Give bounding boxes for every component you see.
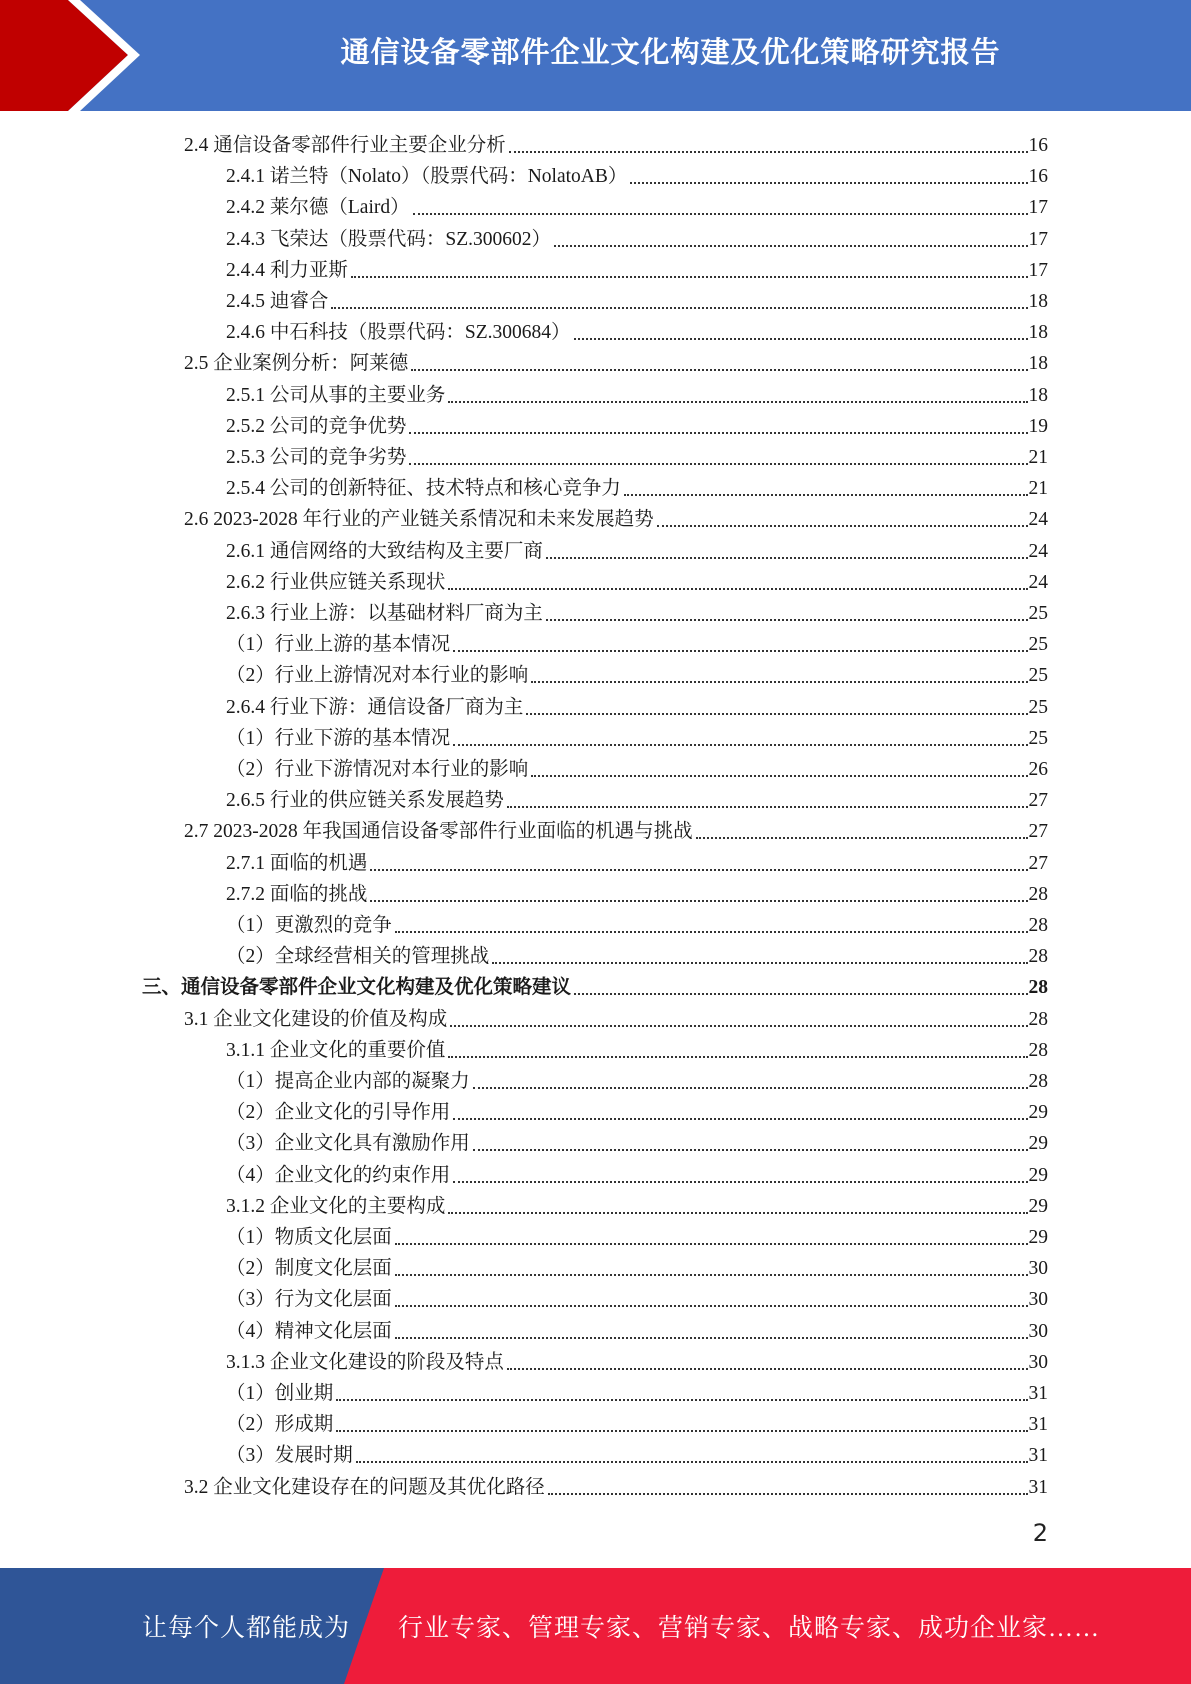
toc-dot-leader xyxy=(395,931,1028,933)
toc-entry-title: 2.5 企业案例分析：阿莱德 xyxy=(184,353,409,374)
toc-entry[interactable] xyxy=(226,689,1048,720)
toc-entry[interactable] xyxy=(226,1032,1048,1063)
toc-entry-title: 2.7.1 面临的机遇 xyxy=(226,853,368,874)
toc-entry-page: 31 xyxy=(1028,1383,1048,1404)
toc-entry-page: 25 xyxy=(1028,634,1048,655)
toc-dot-leader xyxy=(336,1430,1027,1432)
toc-dot-leader xyxy=(453,1118,1027,1120)
toc-entry[interactable] xyxy=(184,813,1048,844)
toc-entry-title: 2.4.1 诺兰特（Nolato）（股票代码：NolatoAB） xyxy=(226,166,628,187)
toc-entry-page: 26 xyxy=(1028,759,1048,780)
toc-entry[interactable] xyxy=(226,1406,1048,1437)
toc-entry-title: （1）创业期 xyxy=(226,1383,334,1404)
toc-entry[interactable] xyxy=(226,533,1048,564)
toc-dot-leader xyxy=(395,1243,1028,1245)
toc-dot-leader xyxy=(507,1368,1028,1370)
toc-entry[interactable] xyxy=(226,1313,1048,1344)
toc-entry-page: 17 xyxy=(1028,197,1048,218)
toc-entry-title: （3）企业文化具有激励作用 xyxy=(226,1133,470,1154)
toc-entry-page: 29 xyxy=(1028,1227,1048,1248)
toc-entry[interactable] xyxy=(184,1469,1048,1500)
toc-entry[interactable] xyxy=(226,564,1048,595)
toc-dot-leader xyxy=(548,1493,1028,1495)
toc-entry[interactable] xyxy=(226,782,1048,813)
toc-entry-page: 31 xyxy=(1028,1477,1048,1498)
toc-entry[interactable] xyxy=(226,626,1048,657)
toc-entry-page: 24 xyxy=(1028,541,1048,562)
toc-entry-title: 2.5.2 公司的竞争优势 xyxy=(226,416,407,437)
toc-dot-leader xyxy=(411,369,1027,371)
toc-dot-leader xyxy=(331,307,1027,309)
toc-entry-page: 29 xyxy=(1028,1196,1048,1217)
toc-entry-page: 16 xyxy=(1028,135,1048,156)
toc-entry[interactable] xyxy=(226,751,1048,782)
toc-entry-page: 28 xyxy=(1028,1071,1048,1092)
toc-entry-title: （1）行业下游的基本情况 xyxy=(226,728,451,749)
toc-entry-title: （1）提高企业内部的凝聚力 xyxy=(226,1071,470,1092)
toc-entry[interactable] xyxy=(226,595,1048,626)
toc-dot-leader xyxy=(453,650,1027,652)
toc-entry-page: 21 xyxy=(1028,447,1048,468)
toc-entry-title: 2.7.2 面临的挑战 xyxy=(226,884,368,905)
toc-entry-page: 25 xyxy=(1028,665,1048,686)
toc-dot-leader xyxy=(409,463,1027,465)
toc-entry-page: 28 xyxy=(1028,884,1048,905)
toc-entry-title: 3.1 企业文化建设的价值及构成 xyxy=(184,1009,448,1030)
toc-dot-leader xyxy=(526,713,1027,715)
toc-entry-page: 28 xyxy=(1028,1040,1048,1061)
toc-entry-page: 27 xyxy=(1028,821,1048,842)
toc-entry-title: （2）制度文化层面 xyxy=(226,1258,392,1279)
toc-entry-title: 2.4.4 利力亚斯 xyxy=(226,260,348,281)
toc-entry-title: 2.5.3 公司的竞争劣势 xyxy=(226,447,407,468)
toc-entry-title: （2）行业下游情况对本行业的影响 xyxy=(226,759,529,780)
toc-entry[interactable] xyxy=(226,189,1048,220)
toc-entry-page: 27 xyxy=(1028,790,1048,811)
toc-dot-leader xyxy=(395,1337,1028,1339)
toc-dot-leader xyxy=(473,1087,1028,1089)
toc-dot-leader xyxy=(531,775,1027,777)
toc-entry-page: 27 xyxy=(1028,853,1048,874)
toc-entry[interactable] xyxy=(226,1219,1048,1250)
toc-entry-page: 30 xyxy=(1028,1289,1048,1310)
toc-entry-title: 2.6.3 行业上游：以基础材料厂商为主 xyxy=(226,603,543,624)
footer-slogan-right: 行业专家、管理专家、营销专家、战略专家、成功企业家…… xyxy=(398,1615,1101,1642)
toc-entry-title: 2.5.1 公司从事的主要业务 xyxy=(226,385,446,406)
toc-entry-page: 28 xyxy=(1028,946,1048,967)
toc-entry-page: 25 xyxy=(1028,728,1048,749)
toc-entry-page: 30 xyxy=(1028,1321,1048,1342)
footer-banner xyxy=(0,1568,1191,1684)
toc-entry[interactable] xyxy=(226,938,1048,969)
toc-dot-leader xyxy=(448,401,1027,403)
toc-dot-leader xyxy=(546,619,1028,621)
toc-entry[interactable] xyxy=(226,1344,1048,1375)
toc-entry[interactable] xyxy=(226,657,1048,688)
toc-entry-title: 2.4 通信设备零部件行业主要企业分析 xyxy=(184,135,506,156)
toc-entry-title: 3.1.3 企业文化建设的阶段及特点 xyxy=(226,1352,504,1373)
report-title: 通信设备零部件企业文化构建及优化策略研究报告 xyxy=(340,34,1001,69)
toc-entry-title: （1）行业上游的基本情况 xyxy=(226,634,451,655)
toc-entry-page: 25 xyxy=(1028,697,1048,718)
toc-entry[interactable] xyxy=(226,1437,1048,1468)
toc-entry-page: 29 xyxy=(1028,1165,1048,1186)
toc-dot-leader xyxy=(574,338,1028,340)
toc-dot-leader xyxy=(413,213,1028,215)
toc-entry[interactable] xyxy=(184,127,1048,158)
toc-dot-leader xyxy=(531,681,1027,683)
toc-dot-leader xyxy=(395,1274,1028,1276)
toc-entry[interactable] xyxy=(226,907,1048,938)
toc-entry-page: 16 xyxy=(1028,166,1048,187)
toc-entry-page: 28 xyxy=(1028,977,1048,998)
toc-entry-title: （1）更激烈的竞争 xyxy=(226,915,392,936)
toc-entry-page: 29 xyxy=(1028,1102,1048,1123)
toc-entry[interactable] xyxy=(226,283,1048,314)
toc-dot-leader xyxy=(492,962,1027,964)
toc-entry[interactable] xyxy=(226,1188,1048,1219)
toc-entry-title: 2.4.3 飞荣达（股票代码：SZ.300602） xyxy=(226,229,552,250)
toc-dot-leader xyxy=(507,806,1028,808)
toc-dot-leader xyxy=(473,1149,1028,1151)
toc-entry-title: （2）形成期 xyxy=(226,1414,334,1435)
toc-entry[interactable] xyxy=(226,221,1048,252)
toc-dot-leader xyxy=(450,1025,1027,1027)
toc-entry-title: 2.6.4 行业下游：通信设备厂商为主 xyxy=(226,697,524,718)
toc-entry-title: 2.7 2023-2028 年我国通信设备零部件行业面临的机遇与挑战 xyxy=(184,821,693,842)
toc-entry-title: （1）物质文化层面 xyxy=(226,1227,392,1248)
toc-entry-page: 30 xyxy=(1028,1352,1048,1373)
toc-entry-page: 18 xyxy=(1028,291,1048,312)
toc-entry[interactable] xyxy=(184,345,1048,376)
toc-entry[interactable] xyxy=(142,969,1048,1000)
toc-entry[interactable] xyxy=(226,720,1048,751)
toc-entry-title: 3.1.2 企业文化的主要构成 xyxy=(226,1196,446,1217)
toc-dot-leader xyxy=(356,1461,1028,1463)
toc-entry-title: （2）全球经营相关的管理挑战 xyxy=(226,946,490,967)
toc-dot-leader xyxy=(696,837,1028,839)
page-number: 2 xyxy=(1032,1519,1048,1547)
toc-entry-title: 2.6.1 通信网络的大致结构及主要厂商 xyxy=(226,541,543,562)
toc-entry-title: 2.4.5 迪睿合 xyxy=(226,291,329,312)
toc-dot-leader xyxy=(370,869,1027,871)
toc-dot-leader xyxy=(554,245,1027,247)
toc-entry-page: 17 xyxy=(1028,229,1048,250)
toc-dot-leader xyxy=(453,744,1027,746)
toc-entry-page: 19 xyxy=(1028,416,1048,437)
toc-entry-page: 31 xyxy=(1028,1445,1048,1466)
toc-dot-leader xyxy=(448,588,1027,590)
toc-entry-page: 30 xyxy=(1028,1258,1048,1279)
toc-entry-title: （3）发展时期 xyxy=(226,1445,353,1466)
toc-entry[interactable] xyxy=(226,439,1048,470)
toc-entry[interactable] xyxy=(226,1157,1048,1188)
toc-entry-page: 28 xyxy=(1028,1009,1048,1030)
toc-entry-page: 21 xyxy=(1028,478,1048,499)
toc-entry[interactable] xyxy=(226,1375,1048,1406)
toc-entry-page: 28 xyxy=(1028,915,1048,936)
toc-entry[interactable] xyxy=(226,314,1048,345)
toc-entry-title: 三、通信设备零部件企业文化构建及优化策略建议 xyxy=(142,977,572,998)
toc-dot-leader xyxy=(448,1212,1027,1214)
toc-entry-title: （4）企业文化的约束作用 xyxy=(226,1165,451,1186)
toc-entry[interactable] xyxy=(226,252,1048,283)
toc-entry-page: 18 xyxy=(1028,353,1048,374)
toc-entry-title: （2）企业文化的引导作用 xyxy=(226,1102,451,1123)
toc-entry-title: （4）精神文化层面 xyxy=(226,1321,392,1342)
toc-dot-leader xyxy=(336,1399,1027,1401)
toc-dot-leader xyxy=(409,432,1027,434)
toc-dot-leader xyxy=(624,494,1028,496)
toc-entry-page: 17 xyxy=(1028,260,1048,281)
toc-dot-leader xyxy=(453,1181,1027,1183)
toc-entry[interactable] xyxy=(226,845,1048,876)
toc-entry-page: 24 xyxy=(1028,509,1048,530)
toc-entry-page: 18 xyxy=(1028,385,1048,406)
toc-dot-leader xyxy=(509,151,1028,153)
toc-entry[interactable] xyxy=(226,408,1048,439)
toc-entry-title: 2.6.5 行业的供应链关系发展趋势 xyxy=(226,790,504,811)
chevron-arrow-icon xyxy=(0,0,160,111)
toc-entry-page: 25 xyxy=(1028,603,1048,624)
toc-dot-leader xyxy=(546,557,1028,559)
toc-entry-title: （3）行为文化层面 xyxy=(226,1289,392,1310)
toc-entry-title: 2.4.2 莱尔德（Laird） xyxy=(226,197,410,218)
toc-entry-title: 2.6 2023-2028 年行业的产业链关系情况和未来发展趋势 xyxy=(184,509,654,530)
toc-dot-leader xyxy=(630,182,1027,184)
toc-entry[interactable] xyxy=(226,1094,1048,1125)
toc-entry[interactable] xyxy=(226,158,1048,189)
toc-entry[interactable] xyxy=(184,501,1048,532)
toc-entry-page: 29 xyxy=(1028,1133,1048,1154)
toc-entry-page: 31 xyxy=(1028,1414,1048,1435)
toc-entry-title: 2.5.4 公司的创新特征、技术特点和核心竞争力 xyxy=(226,478,621,499)
toc-entry[interactable] xyxy=(226,470,1048,501)
toc-entry[interactable] xyxy=(226,1281,1048,1312)
toc-entry-title: 3.2 企业文化建设存在的问题及其优化路径 xyxy=(184,1477,545,1498)
toc-dot-leader xyxy=(574,993,1027,995)
toc-entry-title: 2.6.2 行业供应链关系现状 xyxy=(226,572,446,593)
toc-entry-title: （2）行业上游情况对本行业的影响 xyxy=(226,665,529,686)
toc-entry[interactable] xyxy=(226,1125,1048,1156)
toc-entry-page: 18 xyxy=(1028,322,1048,343)
toc-dot-leader xyxy=(351,276,1028,278)
footer-slogan-left: 让每个人都能成为 xyxy=(142,1615,351,1642)
toc-entry[interactable] xyxy=(184,1001,1048,1032)
toc-entry-title: 2.4.6 中石科技（股票代码：SZ.300684） xyxy=(226,322,571,343)
toc-entry[interactable] xyxy=(226,876,1048,907)
report-header xyxy=(0,0,1191,111)
toc-entry[interactable] xyxy=(226,1250,1048,1281)
toc-dot-leader xyxy=(370,900,1027,902)
toc-entry[interactable] xyxy=(226,377,1048,408)
toc-dot-leader xyxy=(395,1305,1028,1307)
toc-entry[interactable] xyxy=(226,1063,1048,1094)
toc-entry-page: 24 xyxy=(1028,572,1048,593)
toc-dot-leader xyxy=(657,525,1028,527)
toc-dot-leader xyxy=(448,1056,1027,1058)
toc-entry-title: 3.1.1 企业文化的重要价值 xyxy=(226,1040,446,1061)
